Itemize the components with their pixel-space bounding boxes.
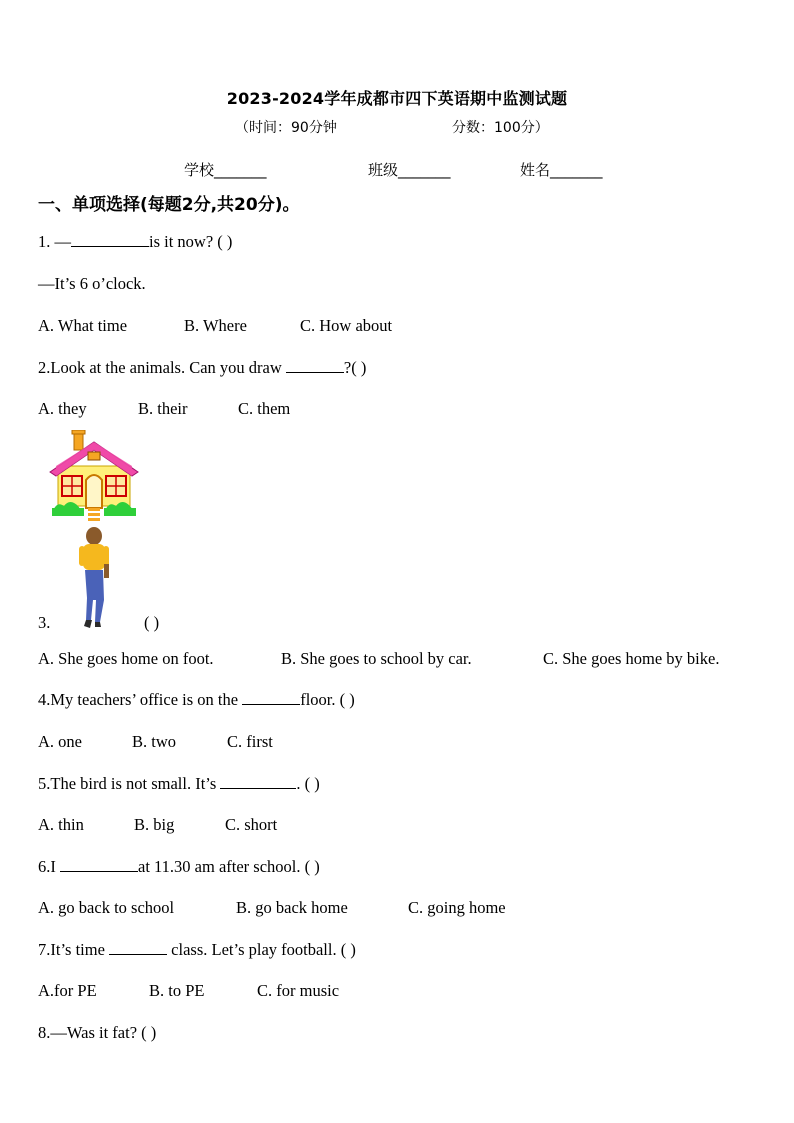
page-title: 2023-2024学年成都市四下英语期中监测试题 (226, 89, 568, 108)
name-field: 姓名_______ (520, 161, 603, 179)
q4-option-a: A. one (38, 732, 82, 751)
question-7 (38, 940, 356, 960)
question-4 (38, 690, 355, 710)
q3-option-b: B. She goes to school by car. (281, 649, 472, 668)
question-4-post: floor. ( ) (300, 690, 355, 709)
q5-option-a: A. thin (38, 815, 84, 834)
q7-option-c: C. for music (257, 981, 340, 1000)
class-field: 班级_______ (368, 161, 451, 179)
q5-option-b: B. big (134, 815, 175, 834)
q3-option-a: A. She goes home on foot. (38, 649, 214, 668)
question-2 (38, 358, 366, 378)
question-6-pre: 6.I (38, 857, 60, 876)
q2-option-c: C. them (238, 399, 291, 418)
answer-blank (242, 690, 300, 705)
q6-option-a: A. go back to school (38, 898, 175, 917)
question-2-pre: 2.Look at the animals. Can you draw (38, 358, 286, 377)
question-3-paren: ( ) (144, 613, 160, 632)
question-7-pre: 7.It’s time (38, 940, 110, 959)
q1-option-a: A. What time (38, 316, 128, 335)
question-3-number: 3. (38, 613, 51, 632)
question-5-pre: 5.The bird is not small. It’s (38, 774, 221, 793)
exam-score: 分数：100分） (452, 120, 549, 136)
q6-option-c: C. going home (408, 898, 506, 917)
question-2-post: ?( ) (343, 358, 367, 377)
question-4-pre: 4.My teachers’ office is on the (38, 690, 243, 709)
question-7-post: class. Let’s play football. ( ) (167, 940, 356, 959)
section-heading: 一、单项选择(每题2分,共20分)。 (38, 195, 300, 215)
house-illustration (48, 430, 140, 522)
school-field: 学校_______ (184, 161, 267, 179)
q3-option-c: C. She goes home by bike. (543, 649, 720, 668)
question-1 (38, 232, 232, 252)
q5-option-c: C. short (225, 815, 278, 834)
answer-blank (286, 358, 344, 373)
answer-blank (220, 774, 296, 789)
q2-option-b: B. their (138, 399, 188, 418)
q4-option-b: B. two (132, 732, 177, 751)
q6-option-b: B. go back home (236, 898, 348, 917)
question-8: 8.—Was it fat? ( ) (38, 1023, 157, 1042)
answer-blank (109, 940, 167, 955)
walking-girl-illustration (74, 526, 114, 630)
question-5 (38, 774, 320, 794)
question-6-post: at 11.30 am after school. ( ) (138, 857, 320, 876)
question-1-pre: 1. — (38, 232, 71, 251)
q2-option-a: A. they (38, 399, 87, 418)
q7-option-b: B. to PE (149, 981, 205, 1000)
answer-blank (60, 857, 138, 872)
question-1-post: is it now? ( ) (149, 232, 233, 251)
q4-option-c: C. first (227, 732, 273, 751)
exam-time: （时间：90分钟 (235, 120, 337, 136)
answer-blank (71, 232, 149, 247)
q7-option-a: A.for PE (38, 981, 97, 1000)
question-1-answer: —It’s 6 o’clock. (38, 274, 146, 293)
question-6 (38, 857, 320, 877)
q1-option-b: B. Where (184, 316, 247, 335)
q1-option-c: C. How about (300, 316, 393, 335)
question-5-post: . ( ) (296, 774, 320, 793)
